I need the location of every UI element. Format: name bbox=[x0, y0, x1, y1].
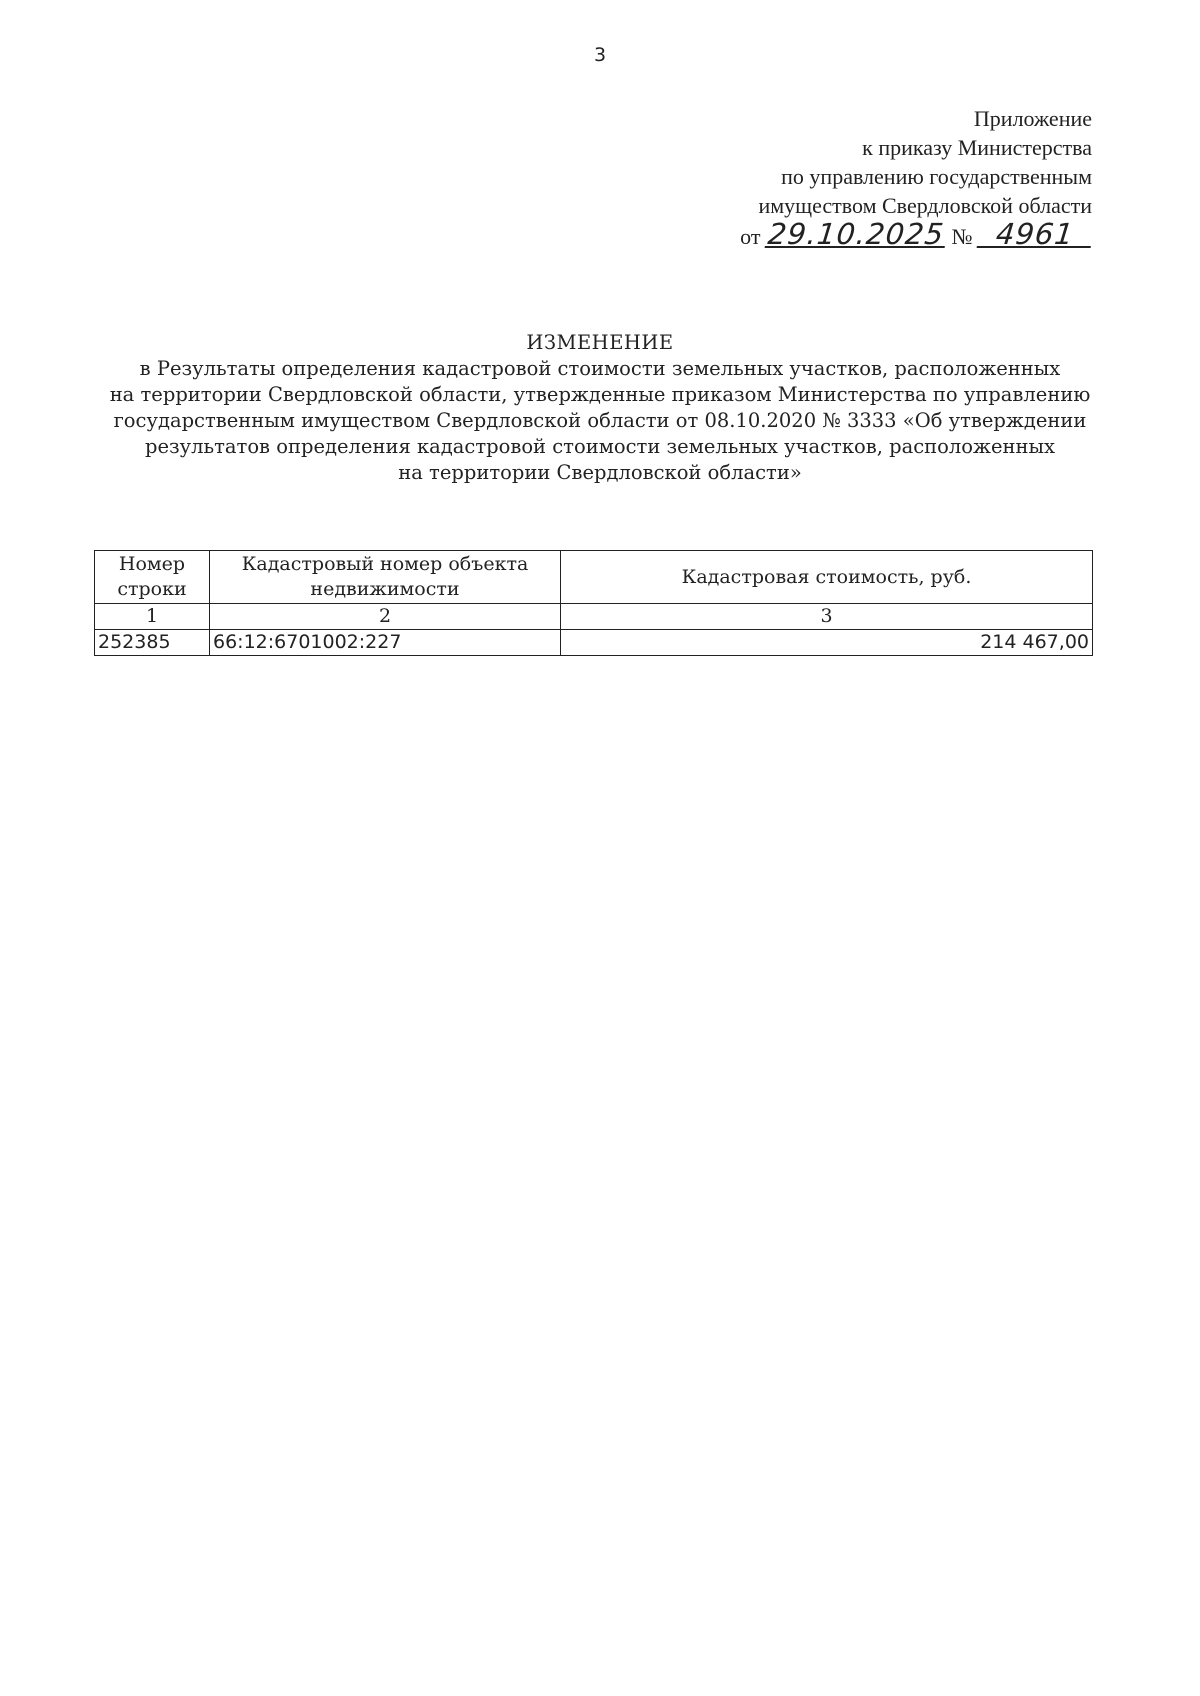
cell-cadastral-value: 214 467,00 bbox=[561, 630, 1093, 656]
from-label: от bbox=[740, 224, 761, 249]
heading-subtitle: в Результаты определения кадастровой стоимости земельных участков, расположенных на территории Свердловской области, утвержденные приказом Министерства по управлению государственным имуществом Свердловской области от 08.10.2020 № 3333 «Об утверждении результатов определения кадастровой стоимости земельных участков, расположенных на территории Свердловской области» bbox=[109, 357, 1091, 484]
table-header-row bbox=[95, 551, 1093, 604]
table-row bbox=[95, 630, 1093, 656]
cell-cadastral-number: 66:12:6701002:227 bbox=[210, 630, 561, 656]
column-number: 2 bbox=[210, 604, 561, 630]
page-number: 3 bbox=[593, 44, 607, 66]
table-column-numbers-row bbox=[95, 604, 1093, 630]
document-heading bbox=[0, 330, 1200, 486]
header-line-number: Номер строки bbox=[95, 551, 210, 604]
header-cadastral-number: Кадастровый номер объекта недвижимости bbox=[210, 551, 561, 604]
appendix-line: Приложение bbox=[973, 106, 1092, 131]
appendix-line: имуществом Свердловской области bbox=[758, 193, 1092, 218]
appendix-line: по управлению государственным bbox=[781, 164, 1092, 189]
number-label: № bbox=[951, 224, 973, 249]
header-cadastral-value: Кадастровая стоимость, руб. bbox=[561, 551, 1093, 604]
handwritten-order-number: 4961 bbox=[977, 222, 1094, 248]
cell-line-number: 252385 bbox=[95, 630, 210, 656]
cadastral-value-table bbox=[94, 550, 1093, 656]
handwritten-order-date: 29.10.2025 bbox=[766, 217, 946, 251]
heading-title: ИЗМЕНЕНИЕ bbox=[526, 331, 674, 354]
appendix-block bbox=[632, 104, 1092, 251]
column-number: 3 bbox=[561, 604, 1093, 630]
order-date-number-line bbox=[740, 217, 1092, 251]
column-number: 1 bbox=[95, 604, 210, 630]
appendix-line: к приказу Министерства bbox=[862, 135, 1092, 160]
